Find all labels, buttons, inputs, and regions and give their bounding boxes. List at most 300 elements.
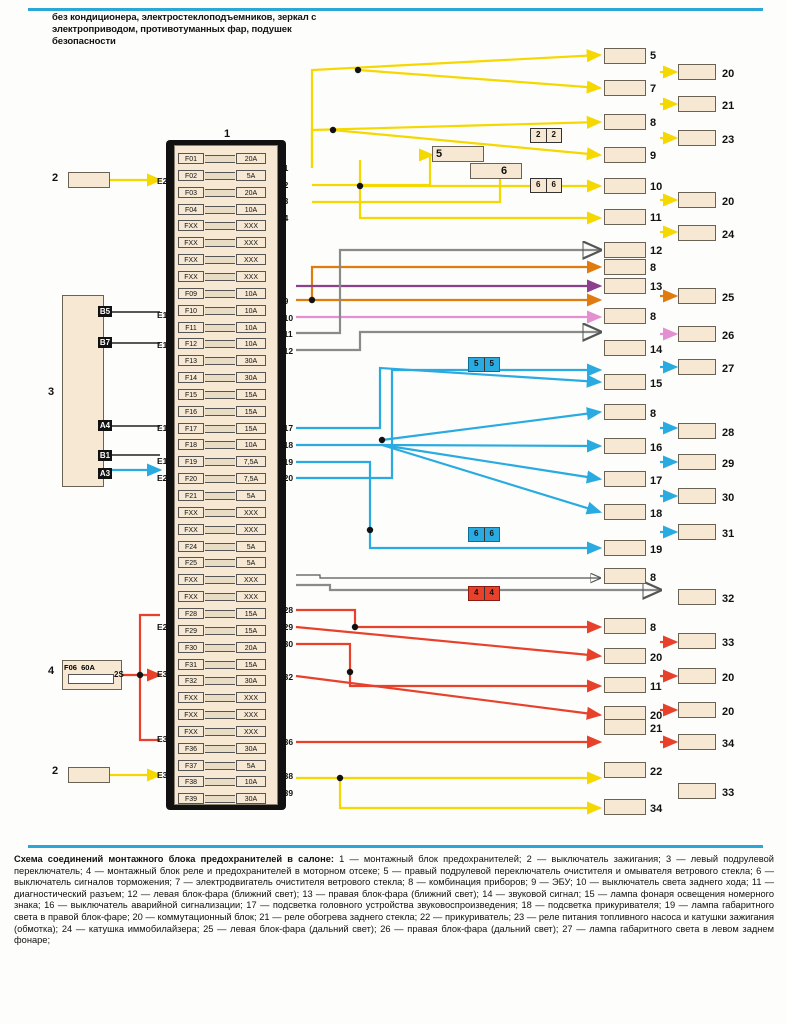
fuse-row[interactable] <box>178 723 274 740</box>
fuse-rating: 30A <box>236 675 266 686</box>
device-number: 29 <box>722 458 735 470</box>
fuse-element <box>205 155 235 163</box>
fuse-row[interactable] <box>178 740 274 757</box>
fuse-rating: 30A <box>236 355 266 366</box>
fuse-row[interactable] <box>178 150 274 167</box>
device-box <box>678 64 716 80</box>
fuse-row[interactable] <box>178 167 274 184</box>
terminal-label: S18 <box>278 440 294 450</box>
device-number: 20 <box>722 706 735 718</box>
fuse-row[interactable] <box>178 420 274 437</box>
fuse-element <box>205 778 235 786</box>
fuse-id: F19 <box>178 456 204 467</box>
fuse-element <box>205 728 235 736</box>
fuse-rating: 10A <box>236 204 266 215</box>
fuse-row[interactable] <box>178 268 274 285</box>
device-number: 2 <box>52 765 59 777</box>
device-box-6 <box>470 163 522 179</box>
fuse-id: F13 <box>178 355 204 366</box>
device-number: 31 <box>722 528 735 540</box>
fuse-row[interactable] <box>178 757 274 774</box>
fuse-row[interactable] <box>178 554 274 571</box>
device-box <box>604 259 646 275</box>
fuse-element <box>205 795 235 803</box>
fuse-rating: XXX <box>236 591 266 602</box>
connector-tag: B7 <box>99 338 111 347</box>
fuse-row[interactable] <box>178 184 274 201</box>
device-number: 8 <box>650 117 657 129</box>
fuse-element <box>205 222 235 230</box>
fuse-row[interactable] <box>178 302 274 319</box>
fuse-row[interactable] <box>178 773 274 790</box>
device-box <box>678 225 716 241</box>
main-fuse-bar <box>68 674 114 684</box>
terminal-label: S29 <box>278 622 294 632</box>
pair-right: 4 <box>489 588 494 597</box>
device-number: 26 <box>722 330 735 342</box>
fuse-element <box>205 475 235 483</box>
fuse-element <box>205 492 235 500</box>
fuse-id: F01 <box>178 153 204 164</box>
terminal-label: S32 <box>278 672 294 682</box>
device-number: 7 <box>650 83 657 95</box>
device-number: 13 <box>650 281 663 293</box>
pair-right: 6 <box>551 180 556 189</box>
fuse-rating: 10A <box>236 776 266 787</box>
fuse-id: FXX <box>178 254 204 265</box>
fuse-row[interactable] <box>178 470 274 487</box>
pair-marker <box>468 357 500 372</box>
main-fuse-terminal: 2S <box>114 670 124 679</box>
fuse-rating: XXX <box>236 524 266 535</box>
device-number: 3 <box>48 386 55 398</box>
device-number: 11 <box>650 212 662 224</box>
device-number: 9 <box>650 150 657 162</box>
device-number: 20 <box>722 672 735 684</box>
device-number: 33 <box>722 637 735 649</box>
fuse-id: F14 <box>178 372 204 383</box>
fuse-element <box>205 441 235 449</box>
fuse-rating: 20A <box>236 642 266 653</box>
fuse-id: F16 <box>178 406 204 417</box>
fuse-element <box>205 644 235 652</box>
fuse-rating: 5A <box>236 760 266 771</box>
fuse-id: F36 <box>178 743 204 754</box>
fuse-id: F09 <box>178 288 204 299</box>
device-number: 12 <box>650 245 663 257</box>
fuse-element <box>205 677 235 685</box>
device-number: 34 <box>722 738 735 750</box>
terminal-label: S17 <box>278 423 294 433</box>
pair-right: 2 <box>551 130 556 139</box>
device-number: 20 <box>722 68 735 80</box>
pair-left: 4 <box>469 587 485 600</box>
fuse-row[interactable] <box>178 538 274 555</box>
device-number: 8 <box>650 622 657 634</box>
device-box <box>678 633 716 649</box>
terminal-label: E19 <box>157 456 173 466</box>
fuse-id: F17 <box>178 423 204 434</box>
fuse-rating: 10A <box>236 305 266 316</box>
connector-tag: B1 <box>99 451 111 460</box>
device-box <box>604 147 646 163</box>
terminal-label: S11 <box>278 329 293 339</box>
block-number: 1 <box>224 128 231 140</box>
fuse-rating: XXX <box>236 574 266 585</box>
fuse-rating: XXX <box>236 692 266 703</box>
fuse-element <box>205 694 235 702</box>
device-number: 22 <box>650 766 663 778</box>
caption-title: Схема соединений монтажного блока предохранителей в салоне: <box>14 854 334 864</box>
device-box <box>678 783 716 799</box>
fuse-rating: 30A <box>236 372 266 383</box>
device-number: 15 <box>650 378 663 390</box>
fuse-element <box>205 408 235 416</box>
connector-tag: A4 <box>99 421 111 430</box>
device-number: 6 <box>501 165 508 177</box>
device-box <box>678 589 716 605</box>
fuse-row[interactable] <box>178 217 274 234</box>
pair-right: 6 <box>489 529 494 538</box>
device-number: 14 <box>650 344 663 356</box>
fuse-element <box>205 357 235 365</box>
fuse-rating: 15A <box>236 608 266 619</box>
fuse-row[interactable] <box>178 622 274 639</box>
pair-left: 5 <box>469 358 485 371</box>
device-box <box>678 288 716 304</box>
fuse-rating: 5A <box>236 170 266 181</box>
ignition-switch-top <box>68 172 110 188</box>
fuse-row[interactable] <box>178 672 274 689</box>
fuse-rating: 30A <box>236 793 266 804</box>
device-box <box>604 618 646 634</box>
fuse-row[interactable] <box>178 453 274 470</box>
pair-marker <box>530 128 562 143</box>
fuse-row[interactable] <box>178 234 274 251</box>
device-box <box>678 734 716 750</box>
device-number: 10 <box>650 181 663 193</box>
device-number: 16 <box>650 442 663 454</box>
terminal-label: E32 <box>157 669 173 679</box>
device-box <box>604 438 646 454</box>
fuse-id: F38 <box>178 776 204 787</box>
device-box <box>604 540 646 556</box>
fuse-rating: 5A <box>236 557 266 568</box>
device-number: 21 <box>722 100 735 112</box>
terminal-label: S12 <box>278 346 294 356</box>
device-number: 2 <box>52 172 59 184</box>
terminal-label: E17 <box>157 423 173 433</box>
fuse-row[interactable] <box>178 386 274 403</box>
fuse-id: F12 <box>178 338 204 349</box>
terminal-label: S2 <box>278 180 289 190</box>
fuse-id: F31 <box>178 659 204 670</box>
fuse-rating: XXX <box>236 254 266 265</box>
fuse-rating: 30A <box>236 743 266 754</box>
fuse-id: FXX <box>178 220 204 231</box>
fuse-rating: 15A <box>236 423 266 434</box>
fuse-row[interactable] <box>178 706 274 723</box>
fuse-row[interactable] <box>178 369 274 386</box>
device-box <box>678 359 716 375</box>
fuse-element <box>205 239 235 247</box>
fuse-rating: 20A <box>236 153 266 164</box>
fuse-row[interactable] <box>178 790 274 807</box>
fuse-rating: 15A <box>236 389 266 400</box>
terminal-label: S1 <box>278 163 289 173</box>
fuse-element <box>205 661 235 669</box>
fuse-row[interactable] <box>178 352 274 369</box>
terminal-label: S30 <box>278 639 294 649</box>
fuse-id: F10 <box>178 305 204 316</box>
ignition-switch-bottom <box>68 767 110 783</box>
fuse-rating: 5A <box>236 541 266 552</box>
fuse-id: F29 <box>178 625 204 636</box>
device-box <box>678 524 716 540</box>
device-box <box>678 326 716 342</box>
fuse-element <box>205 576 235 584</box>
device-number: 8 <box>650 311 657 323</box>
fuse-id: FXX <box>178 726 204 737</box>
fuse-id: F04 <box>178 204 204 215</box>
fuse-element <box>205 391 235 399</box>
device-box <box>678 423 716 439</box>
fuse-element <box>205 290 235 298</box>
device-box <box>604 278 646 294</box>
device-number: 20 <box>650 652 663 664</box>
fuse-id: FXX <box>178 591 204 602</box>
fuse-rating: 15A <box>236 659 266 670</box>
device-number: 33 <box>722 787 735 799</box>
terminal-label: S10 <box>278 313 294 323</box>
device-number: 4 <box>48 665 55 677</box>
fuse-id: F39 <box>178 793 204 804</box>
device-box <box>604 799 646 815</box>
fuse-rating: 20A <box>236 187 266 198</box>
fuse-rating: XXX <box>236 220 266 231</box>
fuse-id: F20 <box>178 473 204 484</box>
device-box <box>604 404 646 420</box>
fuse-id: F32 <box>178 675 204 686</box>
device-box <box>604 242 646 258</box>
fuse-rating: XXX <box>236 709 266 720</box>
device-number: 28 <box>722 427 735 439</box>
fuse-rating: 7,5A <box>236 456 266 467</box>
device-box <box>604 677 646 693</box>
device-box <box>604 308 646 324</box>
fuse-row[interactable] <box>178 656 274 673</box>
fuse-rating: 5A <box>236 490 266 501</box>
fuse-element <box>205 189 235 197</box>
fuse-element <box>205 526 235 534</box>
fuse-row[interactable] <box>178 605 274 622</box>
fuse-row[interactable] <box>178 588 274 605</box>
fuse-element <box>205 559 235 567</box>
fuse-id: FXX <box>178 507 204 518</box>
terminal-label: S20 <box>278 473 294 483</box>
device-box <box>604 719 646 735</box>
fuse-element <box>205 340 235 348</box>
fuse-rating: 15A <box>236 625 266 636</box>
device-box <box>604 648 646 664</box>
device-box <box>604 504 646 520</box>
device-box <box>678 702 716 718</box>
device-box <box>678 96 716 112</box>
device-box <box>678 130 716 146</box>
fuse-row[interactable] <box>178 335 274 352</box>
device-box <box>604 209 646 225</box>
device-number: 20 <box>650 710 663 722</box>
terminal-label: E10 <box>157 310 173 320</box>
fuse-element <box>205 543 235 551</box>
fuse-id: FXX <box>178 574 204 585</box>
device-box <box>604 178 646 194</box>
fuse-row[interactable] <box>178 436 274 453</box>
fuse-element <box>205 256 235 264</box>
fuse-element <box>205 324 235 332</box>
fuse-row[interactable] <box>178 521 274 538</box>
fuse-id: F02 <box>178 170 204 181</box>
device-box <box>678 488 716 504</box>
terminal-label: S28 <box>278 605 294 615</box>
fuse-element <box>205 745 235 753</box>
caption-body: 1 — монтажный блок предохранителей; 2 — выключатель зажигания; 3 — левый подрулевой переключатель; 4 — монтажный блок реле и предохранителей в моторном отсеке; 5 — правый подрулевой переключатель очистителя и омывателя ветрового стекла; 6 — выключатель сигналов торможения; 7 — электродвигатель очистителя ветрового стекла; 8 — комбинация приборов; 9 — ЭБУ; 10 — выключатель света заднего хода; 11 — диагностический разъем; 12 — левая блок-фара (ближний свет); 13 — правая блок-фара (ближний свет); 14 — звуковой сигнал; 15 — лампа фонаря освещения номерного знака; 16 — выключатель аварийной сигнализации; 17 — подсветка головного устройства звуковоспроизведения; 18 — подсветка прикуривателя; 19 — лампа габаритного света в правой блок-фаре; 20 — коммутационный блок; 21 — реле обогрева заднего стекла; 22 — прикуриватель; 23 — реле питания топливного насоса и катушки зажигания (обмотка); 24 — катушка иммобилайзера; 25 — левая блок-фара (дальний свет); 26 — правая блок-фара (дальний свет); 27 — лампа габаритного света в левом заднем фонаре; <box>14 854 775 946</box>
device-number: 8 <box>650 572 657 584</box>
terminal-label: S38 <box>278 771 294 781</box>
fuse-element <box>205 307 235 315</box>
fuse-row[interactable] <box>178 251 274 268</box>
fuse-rating: 10A <box>236 338 266 349</box>
device-box <box>604 114 646 130</box>
figure-caption <box>14 854 774 947</box>
pair-left: 6 <box>469 528 485 541</box>
fuse-rating: XXX <box>236 271 266 282</box>
device-number: 8 <box>650 408 657 420</box>
fuse-rating: 7,5A <box>236 473 266 484</box>
terminal-label: S39 <box>278 788 294 798</box>
fuse-element <box>205 206 235 214</box>
fuse-id: F25 <box>178 557 204 568</box>
fuse-id: FXX <box>178 709 204 720</box>
fuse-id: F03 <box>178 187 204 198</box>
device-number: 30 <box>722 492 735 504</box>
device-number: 20 <box>722 196 735 208</box>
device-number: 5 <box>436 148 443 160</box>
fuse-row[interactable] <box>178 403 274 420</box>
fuse-row[interactable] <box>178 201 274 218</box>
fuse-rating: XXX <box>236 507 266 518</box>
device-number: 32 <box>722 593 735 605</box>
fuse-id: F15 <box>178 389 204 400</box>
device-number: 25 <box>722 292 735 304</box>
device-box <box>604 80 646 96</box>
fuse-element <box>205 273 235 281</box>
device-number: 18 <box>650 508 663 520</box>
fuse-rating: 10A <box>236 288 266 299</box>
terminal-label: E2 <box>157 176 168 186</box>
device-number: 34 <box>650 803 663 815</box>
fuse-rating: 15A <box>236 406 266 417</box>
fuse-element <box>205 762 235 770</box>
fuse-id: FXX <box>178 271 204 282</box>
terminal-label: E12 <box>157 340 173 350</box>
fuse-rating: XXX <box>236 237 266 248</box>
fuse-id: F30 <box>178 642 204 653</box>
fuse-element <box>205 711 235 719</box>
device-box <box>604 762 646 778</box>
fuse-rating: 10A <box>236 439 266 450</box>
pair-left: 2 <box>531 129 547 142</box>
fuse-element <box>205 458 235 466</box>
fuse-row[interactable] <box>178 319 274 336</box>
device-number: 5 <box>650 50 657 62</box>
fuse-element <box>205 509 235 517</box>
fuse-id: F18 <box>178 439 204 450</box>
fuse-element <box>205 172 235 180</box>
pair-left: 6 <box>531 179 547 192</box>
fuse-id: F24 <box>178 541 204 552</box>
fuse-id: F37 <box>178 760 204 771</box>
pair-right: 5 <box>489 359 494 368</box>
fuse-element <box>205 610 235 618</box>
pair-marker <box>530 178 562 193</box>
fuse-rating: 10A <box>236 322 266 333</box>
fuse-rating: XXX <box>236 726 266 737</box>
terminal-label: E29 <box>157 622 173 632</box>
terminal-label: E36 <box>157 734 173 744</box>
device-box <box>604 48 646 64</box>
terminal-label: E38 <box>157 770 173 780</box>
fuse-id: FXX <box>178 524 204 535</box>
device-box <box>604 471 646 487</box>
device-box <box>604 340 646 356</box>
fuse-row[interactable] <box>178 689 274 706</box>
terminal-label: S19 <box>278 457 294 467</box>
fuse-id: F28 <box>178 608 204 619</box>
device-number: 17 <box>650 475 663 487</box>
fuse-row[interactable] <box>178 285 274 302</box>
device-number: 21 <box>650 723 663 735</box>
fuse-id: FXX <box>178 692 204 703</box>
device-number: 24 <box>722 229 735 241</box>
fuse-id: F11 <box>178 322 204 333</box>
fuse-row[interactable] <box>178 571 274 588</box>
device-box <box>604 374 646 390</box>
fuse-id: FXX <box>178 237 204 248</box>
terminal-label: S36 <box>278 737 294 747</box>
fuse-id: F21 <box>178 490 204 501</box>
fuse-row[interactable] <box>178 504 274 521</box>
terminal-label: S4 <box>278 213 289 223</box>
device-box <box>678 454 716 470</box>
device-box <box>604 568 646 584</box>
connector-tag: A3 <box>99 469 111 478</box>
terminal-label: S9 <box>278 296 289 306</box>
terminal-label: E20 <box>157 473 173 483</box>
fuse-row[interactable] <box>178 639 274 656</box>
pair-marker <box>468 586 500 601</box>
pair-marker <box>468 527 500 542</box>
device-box <box>678 192 716 208</box>
device-number: 8 <box>650 262 657 274</box>
main-fuse-label: F06 60A <box>64 663 95 672</box>
fuse-row[interactable] <box>178 487 274 504</box>
connector-tag: B5 <box>99 307 111 316</box>
fuse-element <box>205 374 235 382</box>
fuse-element <box>205 627 235 635</box>
device-number: 27 <box>722 363 735 375</box>
device-box <box>678 668 716 684</box>
